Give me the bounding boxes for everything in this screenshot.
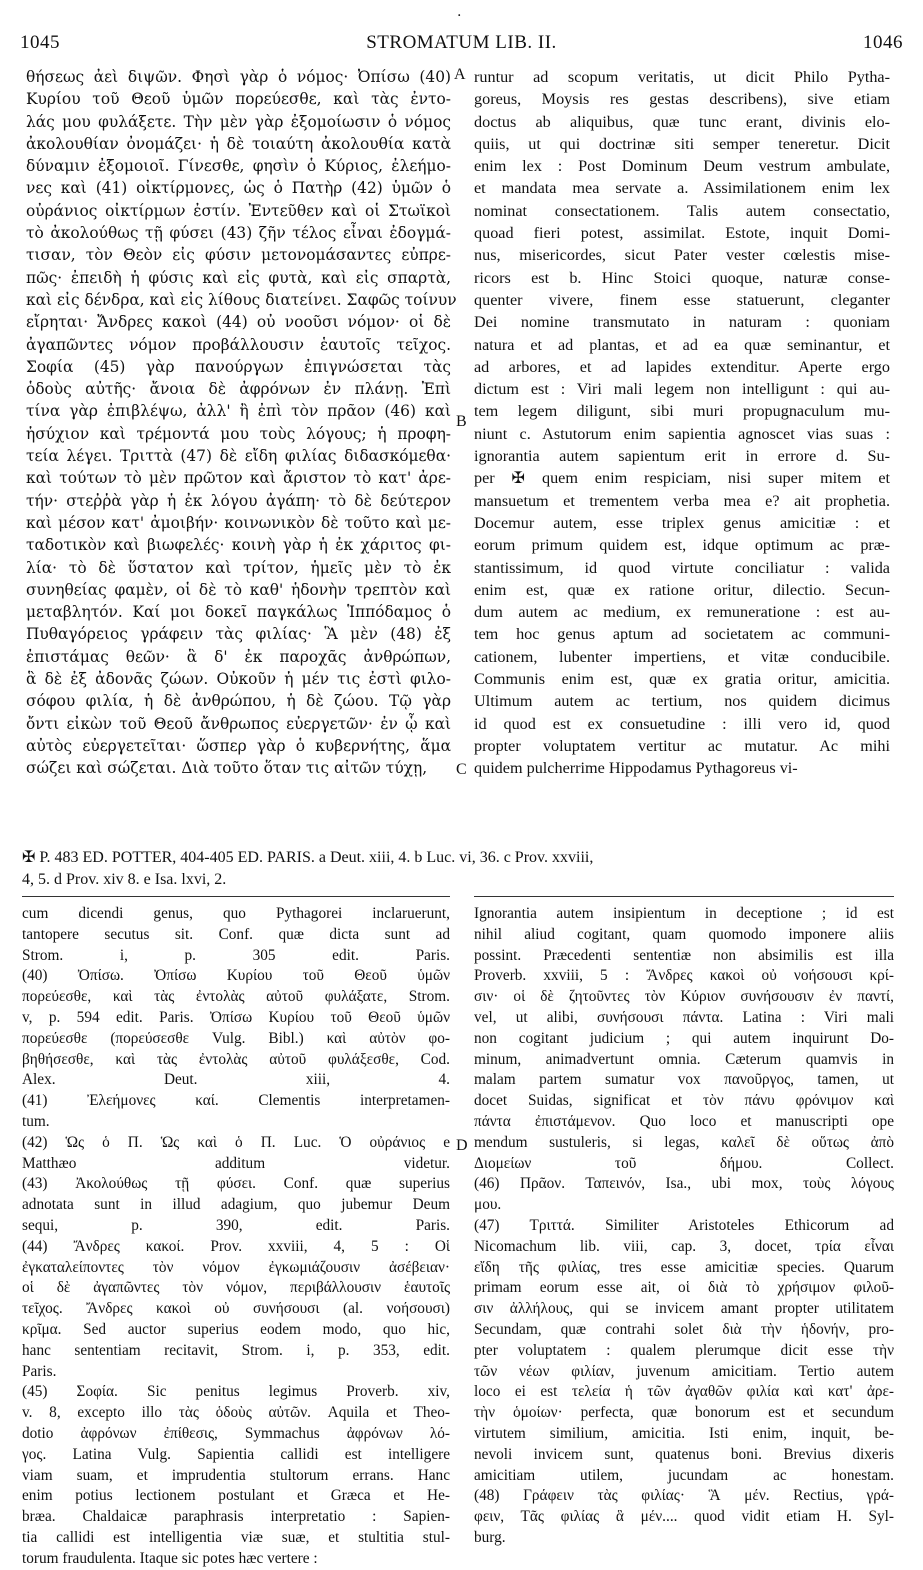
latin-text-line: natura et ad plantas, et ad ea quæ seminantur, et [474,335,890,354]
note-line: tia callidi est intelligentia viæ suæ, et stultitia stul- [22,1528,450,1546]
latin-text-line: Dei nomine transmutato in naturam : quoniam [474,313,890,332]
left-page-number: 1045 [20,32,60,53]
note-line: πάντα ἐπιστάμενον. Quo loco et manuscripti ope [474,1112,894,1130]
right-page-number: 1046 [863,32,903,53]
greek-text-line: πῶς· ἐπειδὴ ἡ φύσις καὶ εἰς φυτὰ, καὶ εἰς σπαρτὰ, [26,268,451,287]
note-line: (46) Πρᾶον. Ταπεινόν, Isa., ubi mox, τοὺς λόγους [474,1175,894,1193]
latin-text-line: dictum est : Viri mali legem non intelligunt : qui au- [474,380,890,399]
latin-text-line: ad arbores, et ad lapides extenditur. Aperte ergo [474,357,890,376]
greek-text-line: Σοφία (45) γὰρ πανούργων ἐπιγνώσεται τὰς [26,357,451,376]
greek-text-line: ἀγαπῶντες νόμον προβάλλουσιν ἑαυτοῖς τεῖχος. [26,335,451,354]
note-line: pter voluptatem : qualem plerumque dicit esse τὴν [474,1341,894,1359]
greek-text-line: σώζει καὶ σώζεται. Διὰ τοῦτο ὅταν τις αἰτῶν τύχῃ, [26,759,428,778]
note-line: adnotata sunt in illud adagium, quo jubemur Deum [22,1196,450,1214]
greek-text-line: Κυρίου τοῦ Θεοῦ ὑμῶν πορεύεσθε, καὶ τὰς ἐντο- [26,90,451,109]
greek-text-line: τίνα γὰρ ἐπιβλέψω, ἀλλ' ἢ ἐπὶ τὸν πρᾶον (46) καὶ [26,402,451,421]
greek-text-line: λάς μου φυλάξετε. Τὴν μὲν γὰρ ἐξομοίωσιν ὁ νόμος [26,112,451,131]
note-line: (44) Ἄνδρες κακοί. Prov. xxviii, 4, 5 : Οἱ [22,1237,450,1255]
note-line: loco ei est τελεία ἡ τῶν ἀγαθῶν φιλία καὶ κατ' ἀρε- [474,1383,894,1401]
note-line: (42) Ὡς ὁ Π. Ὡς καὶ ὁ Π. Luc. Ὁ οὐράνιος e [22,1133,450,1151]
greek-text-line: ὄντι εἰκὼν τοῦ Θεοῦ ἄνθρωπος εὐεργετῶν· ἐν ᾧ καὶ [26,714,451,733]
latin-text-line: enim lex : Post Dominum Deum vestrum ambulate, [474,157,890,176]
greek-text-line: ταδοτικὸν καὶ βιωφελές· κοινὴ γὰρ ἡ ἐκ χάριτος φι- [26,536,451,555]
note-line: εἴδη τῆς φιλίας, tres esse amicitiæ species. Quarum [474,1258,894,1276]
note-line: (45) Σοφία. Sic penitus legimus Proverb. xiv, [22,1383,450,1401]
latin-text-line: nominat consectationem. Talis autem consectatio, [474,201,890,220]
latin-text-line: runtur ad scopum veritatis, ut dicit Philo Pytha- [474,68,890,86]
latin-text-line: cationem, lubenter impertiens, et vitæ conducibile. [474,647,890,666]
note-line: burg. [474,1528,506,1546]
notes-divider-right [474,896,894,897]
latin-text-line: goreus, Moysis res gestas describens), sive etiam [474,90,890,109]
greek-text-line: τὸ ἀκολούθως τῇ φύσει (43) ζῆν τέλος εἶναι ἐδογμά- [26,224,451,243]
note-line: γος. Latina Vulg. Sapientia callidi est intelligere [22,1445,450,1463]
greek-text-line: τήν· στεῤῥὰ γὰρ ἡ ἐκ λόγου ἀγάπη· τὸ δὲ δεύτερον [26,491,451,510]
greek-text-line: σόφου φιλία, ἡ δὲ ἀνθρώπου, ἡ δὲ ζώου. Τῷ γὰρ [26,692,451,711]
note-line: πορεύεσθε (πορεύσεσθε Vulg. Bibl.) καὶ αὐτὸν φο- [22,1029,450,1047]
greek-text-line: ἃ δὲ ἐξ ἀδονᾶς ζώων. Οὐκοῦν ἡ μέν τις ἐστὶ φιλο- [26,670,451,689]
latin-text-line: nus, misericordes, sicut Pater vester cœlestis mise- [474,246,890,265]
latin-text-line: quenter vivere, finem esse statuerunt, cleganter [474,290,890,309]
greek-text-line: συνηθείας φαμὲν, οἱ δὲ τὸ καθ' ἡδονὴν τρεπτὸν καὶ [26,580,451,599]
note-line: sequi, p. 390, edit. Paris. [22,1216,450,1234]
note-line: φειν, Τᾶς φιλίας ἃ μέν.... quod vidit etiam H. Syl- [474,1508,894,1526]
margin-letter-d: D [456,1137,468,1154]
greek-text-line: λία· τὸ δὲ ὕστατον καὶ τρίτον, ἡμεῖς μὲν τὸ ἐκ [26,558,451,577]
top-mark: . [457,4,462,20]
note-line: viam suam, et imprudentia stultorum errans. Hanc [22,1466,450,1484]
notes-left-column [22,904,450,1570]
note-line: nihil aliud cogitant, quam quomodo imponere aliis [474,925,894,943]
notes-right-column [474,904,894,1549]
latin-text-line: Ultimum autem ac tertium, nos quidem dicimus [474,692,890,711]
latin-text-line: et mandata mea servate a. Assimilationem enim lex [474,179,890,198]
greek-text-line: καὶ τούτων τὸ μὲν πρῶτον καὶ ἄριστον τὸ κατ' ἀρε- [26,469,451,488]
scripture-references [22,847,892,891]
greek-text-line: θήσεως ἀεὶ διψῶν. Φησὶ γὰρ ὁ νόμος· Ὀπίσω (40) [26,68,451,86]
note-line: dotio ἀφρόνων ἐπίθεσις, Symmachus ἀφρόνων λό- [22,1424,450,1442]
greek-text-line: μεταβλητόν. Καί μοι δοκεῖ παγκάλως Ἱππόδαμος ὁ [26,603,451,622]
note-line: Ignorantia autem insipientum in deceptione ; id est [474,905,894,922]
note-line: cum dicendi genus, quo Pythagorei inclaruerunt, [22,905,450,922]
latin-text-column [474,66,890,780]
greek-text-line: τισαν, τὸν Θεὸν εἰς φύσιν μετονομάσαντες εὐπρε- [26,246,451,265]
note-line: vel, ut alibi, συνήσουσι πάντα. Latina : Viri mali [474,1008,894,1026]
greek-text-line: ὁδοὺς αὐτῆς· ἄνοια δὲ ἀφρόνων ἐν πλάνῃ. Ἐπὶ [26,380,451,399]
reference-line: 4, 5. d Prov. xiv 8. e Isa. lxvi, 2. [22,871,227,888]
note-line: malam partem sumatur vox πανοῦργος, tamen, ut [474,1071,894,1089]
note-line: (47) Τριττά. Similiter Aristoteles Ethicorum ad [474,1216,894,1234]
margin-letter-a: A [454,66,466,83]
note-line: docet Suidas, significat et τὸν πάνυ φρόνιμον καὶ [474,1092,894,1110]
latin-text-line: eorum primum quidem est, idque optimum ac præ- [474,536,890,555]
note-line: virtutem similium, amicitia. Isti enim, inquit, be- [474,1424,894,1442]
greek-text-column [26,66,457,780]
note-line: non cogitant judicium ; qui autem inquirunt Do- [474,1029,894,1047]
note-line: (48) Γράφειν τὰς φιλίας· Ἃ μέν. Rectius, γρά- [474,1487,894,1505]
note-line: tantopere secutus sit. Conf. quæ dicta sunt ad [22,925,450,943]
note-line: (41) Ἐλεήμονες καί. Clementis interpretamen- [22,1092,450,1110]
greek-text-line: εἴρηται· Ἄνδρες κακοὶ (44) οὐ νοοῦσι νόμον· οἱ δὲ [26,313,451,332]
latin-text-line: niunt c. Astutorum enim sapientia agnoscet vias suas : [474,424,890,443]
latin-text-line: tem legem diligunt, sibi muri propugnaculum mu- [474,402,890,421]
note-line: ἐγκαταλείποντες τὸν νόμον ἐγκωμιάζουσιν ἀσέβειαν· [22,1258,450,1276]
note-line: mendum sustuleris, si legas, καλεῖ δὲ οὕτως ἀπὸ [474,1133,894,1151]
note-line: (43) Ἀκολούθως τῇ φύσει. Conf. quæ superius [22,1175,450,1193]
greek-text-line: δύναμιν ἐξομοιοῖ. Γίνεσθε, φησὶν ὁ Κύριος, ἐλεήμο- [26,157,451,176]
note-line: minum, animadvertunt omnia. Cæterum quamvis in [474,1050,894,1068]
greek-text-line: Πυθαγόρειος γράφειν τὰς φιλίας· Ἃ μὲν (48) ἐξ [26,625,451,644]
note-line: bræa. Chaldaicæ paraphrasis interpretatio : Sapien- [22,1508,450,1526]
note-line: torum fraudulenta. Itaque sic potes hæc vertere : [22,1549,318,1567]
latin-text-line: id quod est ex consuetudine : illi vero id, quod [474,714,890,733]
latin-text-line: mansuetum et trementem verba mea e? ait prophetia. [474,491,890,510]
margin-letter-c: C [456,761,467,778]
latin-text-line: enim est, quæ ex ratione oritur, dilectio. Secun- [474,580,890,599]
note-line: amicitiam utilem, jucundam ac honestam. [474,1466,894,1484]
note-line: Paris. [22,1362,57,1380]
note-line: nevoli invicem sunt, quatenus boni. Brevius dixeris [474,1445,894,1463]
note-line: μου. [474,1196,502,1214]
note-line: Alex. Deut. xiii, 4. [22,1071,450,1089]
note-line: possint. Præcedenti sententiæ non absimilis est illa [474,946,894,964]
note-line: σιν· οἱ δὲ ζητοῦντες τὸν Κύριον συνήσουσιν ἐν παντί, [474,988,894,1006]
latin-text-line: doctus ab aliquibus, quæ tunc erant, divinis elo- [474,112,890,131]
notes-divider-left [22,896,450,897]
greek-text-line: τεία λέγει. Τριττὰ (47) δὲ εἴδη φιλίας διδασκόμεθα· [26,447,451,466]
note-line: βηθήσεσθε, καὶ τὰς ἐντολὰς αὐτοῦ φυλάξεσθε, Cod. [22,1050,450,1068]
running-title: STROMATUM LIB. II. [366,32,557,53]
note-line: τῶν νέων φιλίαν, juvenum amicitiam. Tertio autem [474,1362,894,1380]
latin-text-line: ignorantia autem sapientum erit in errore d. Su- [474,447,890,466]
note-line: tum. [22,1112,50,1130]
latin-text-line: ricors est b. Hinc Stoici quoque, naturæ conse- [474,268,890,287]
note-line: Strom. i, p. 305 edit. Paris. [22,946,450,964]
latin-text-line: propter voluptatem vertitur ac mutatur. Ac mihi [474,736,890,755]
greek-text-line: νες καὶ (41) οἰκτίρμονες, ὡς ὁ Πατὴρ (42) ὑμῶν ὁ [26,179,451,198]
greek-text-line: αὐτὸς εὐεργετεῖται· ὥσπερ γὰρ ὁ κυβερνήτης, ἅμα [26,736,451,755]
note-line: v. 8, excepto illo τὰς ὁδοὺς αὐτῶν. Aquila et Theo- [22,1404,450,1422]
latin-text-line: tem hoc genus aptum ad societatem ac communi- [474,625,890,644]
latin-text-line: Docemur autem, esse triplex genus amicitiæ : et [474,513,890,532]
note-line: οἱ δὲ ἀγαπῶντες τὸν νόμον, περιβάλλουσιν ἑαυτοῖς [22,1279,450,1297]
greek-text-line: καὶ εἰς δένδρα, καὶ εἰς λίθους διατείνει. Σαφῶς τοίνυν [26,290,457,309]
note-line: Nicomachum lib. viii, cap. 3, docet, τρία εἶναι [474,1237,894,1255]
note-line: κρῖμα. Sed auctor superius eodem modo, quo hic, [22,1320,450,1338]
note-line: Secundam, quæ contrahi solet διὰ τὴν ἡδονήν, pro- [474,1320,894,1338]
margin-letter-b: B [456,413,467,430]
note-line: τεῖχος. Ἄνδρες κακοὶ οὐ συνήσουσι (al. νοήσουσι) [22,1300,450,1318]
greek-text-line: οὐράνιος οἰκτίρμων ἐστίν. Ἐντεῦθεν καὶ οἱ Στωϊκοὶ [26,201,451,220]
latin-text-line: quiis, ut qui doctrinæ siti semper teneretur. Dicit [474,134,890,153]
note-line: Matthæo additum videtur. [22,1154,450,1172]
greek-text-line: καὶ μέσον κατ' ἀμοιβήν· κοινωνικὸν δὲ τοῦτο καὶ με- [26,513,451,532]
latin-text-line: stantissimum, id quod virtute conciliatur : valida [474,558,890,577]
note-line: enim potius lectionem postulant et Græca et He- [22,1487,450,1505]
note-line: σιν ἀλλήλους, qui se invicem amant propter utilitatem [474,1300,894,1318]
note-line: hanc sententiam recitavit, Strom. i, p. 353, edit. [22,1341,450,1359]
greek-text-line: ἀκολουθίαν ὀνομάζει· ἡ δὲ τοιαύτη ἀκολουθία κατὰ [26,134,451,153]
running-header [20,32,903,56]
reference-line: ✠ P. 483 ED. POTTER, 404-405 ED. PARIS. a Deut. xiii, 4. b Luc. vi, 36. c Prov. xxviii, [22,849,594,866]
note-line: πορεύεσθε, καὶ τὰς ἐντολὰς αὐτοῦ φυλάξατε, Strom. [22,988,450,1006]
note-line: (40) Ὀπίσω. Ὀπίσω Κυρίου τοῦ Θεοῦ ὑμῶν [22,967,450,985]
latin-text-line: quidem pulcherrime Hippodamus Pythagoreus vi- [474,759,798,778]
latin-text-line: per ✠ quem enim respiciam, nisi super mitem et [474,469,890,488]
note-line: Διομείων τοῦ δήμου. Collect. [474,1154,894,1172]
latin-text-line: quoad fieri potest, assimilat. Estote, inquit Domi- [474,224,890,243]
greek-text-line: ἐπιστάμας θεῶν· ἃ δ' ἐκ παροχᾶς ἀνθρώπων, [26,647,451,666]
greek-text-line: ἡσύχιον καὶ τρέμοντά μου τοὺς λόγους; ἡ προφη- [26,424,451,443]
note-line: Proverb. xxviii, 5 : Ἄνδρες κακοὶ οὐ νοήσουσι κρί- [474,967,894,985]
latin-text-line: Communis enim est, quæ ex gratia oritur, amicitia. [474,670,890,689]
note-line: v, p. 594 edit. Paris. Ὀπίσω Κυρίου τοῦ Θεοῦ ὑμῶν [22,1008,450,1026]
note-line: primam eorum esse ait, οἱ διὰ τὸ χρήσιμον φιλοῦ- [474,1279,894,1297]
note-line: τὴν ὁμοίων· perfecta, quæ bonorum est et secundum [474,1404,894,1422]
latin-text-line: dum autem ac medium, ex remuneratione : est au- [474,603,890,622]
